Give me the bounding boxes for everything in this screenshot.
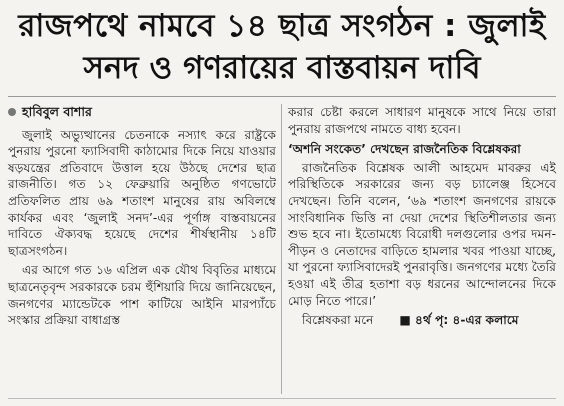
headline-rule [8,96,556,97]
byline [8,104,276,121]
right-paragraph-1: রাজনৈতিক বিশ্লেষক আলী আহমেদ মাবরুর এই পরিস্থিতিকে সরকারের জন্য বড় চ্যালেঞ্জ হিসেবে দেখছেন। তিনি বলেন, ‘৬৯ শতাংশ জনগণের রায়কে সাংবিধানিক ভিত্তি না দেয়া দেশের স্থিতিশীলতার জন্য শুভ হবে না। ইতোমধ্যে বিরোধী দলগুলোর ওপর দমন-পীড়ন ও নেতাদের বাড়িতে হামলার খবর পাওয়া যাচ্ছে, যা পুরনো ফ্যাসিবাদেরই পুনরাবৃত্তি। জনগণের মধ্যে তৈরি হওয়া এই তীব্র হতাশা বড় ধরনের আন্দোলনের দিকে মোড় নিতে পারে।’ [288,160,556,308]
bottom-rule [8,398,556,399]
headline-line-1: রাজপথে নামবে ১৪ ছাত্র সংগঠন : জুলাই [18,8,546,44]
headline [0,0,564,94]
right-column [288,104,556,332]
left-paragraph-2: এর আগে গত ১৬ এপ্রিল এক যৌথ বিবৃতির মাধ্যমে ছাত্রনেতৃবৃন্দ সরকারকে চরম হুঁশিয়ারি দিয়ে জানিয়েছেন, জনগণের ম্যান্ডেটকে পাশ কাটিয়ে আইনি মারপ্যাঁচে সংস্কার প্রক্রিয়া বাধাগ্রস্ত [8,263,276,328]
subheading: ‘অশনি সংকেত’ দেখছেন রাজনৈতিক বিশ্লেষকরা [288,142,521,157]
right-tail-text: বিশ্লেষকরা মনে [302,313,374,328]
left-column [8,104,276,332]
headline-line-2: সনদ ও গণরায়ের বাস্তবায়ন দাবি [83,50,481,86]
column-divider [281,104,282,394]
continuation-link[interactable]: ■ ৪র্থ পৃ: ৪-এর কলামে [399,313,519,328]
left-paragraph-1: জুলাই অভ্যুত্থানের চেতনাকে নস্যাৎ করে রাষ্ট্রকে পুনরায় পুরনো ফ্যাসিবাদী কাঠামোর দিকে নিয়ে যাওয়ার ষড়যন্ত্রের প্রতিবাদে উত্তাল হয়ে উঠছে দেশের ছাত্র রাজনীতি। গত ১২ ফেব্রুয়ারি অনুষ্ঠিত গণভোটে প্রতিফলিত প্রায় ৬৯ শতাংশ মানুষের রায় অবিলম্বে কার্যকর এবং ‘জুলাই সনদ’-এর পূর্ণাঙ্গ বাস্তবায়নের দাবিতে ঐক্যবদ্ধ হয়েছে দেশের শীর্ষস্থানীয় ১৪টি ছাত্রসংগঠন। [8,127,276,258]
byline-author: হাবিবুল বাশার [22,104,92,119]
bullet-icon [8,108,16,116]
right-tail [288,312,556,329]
right-lead: করার চেষ্টা করলে সাধারণ মানুষকে সাথে নিয়ে তারা পুনরায় রাজপথে নামতে বাধ্য হবেন। [288,105,556,136]
